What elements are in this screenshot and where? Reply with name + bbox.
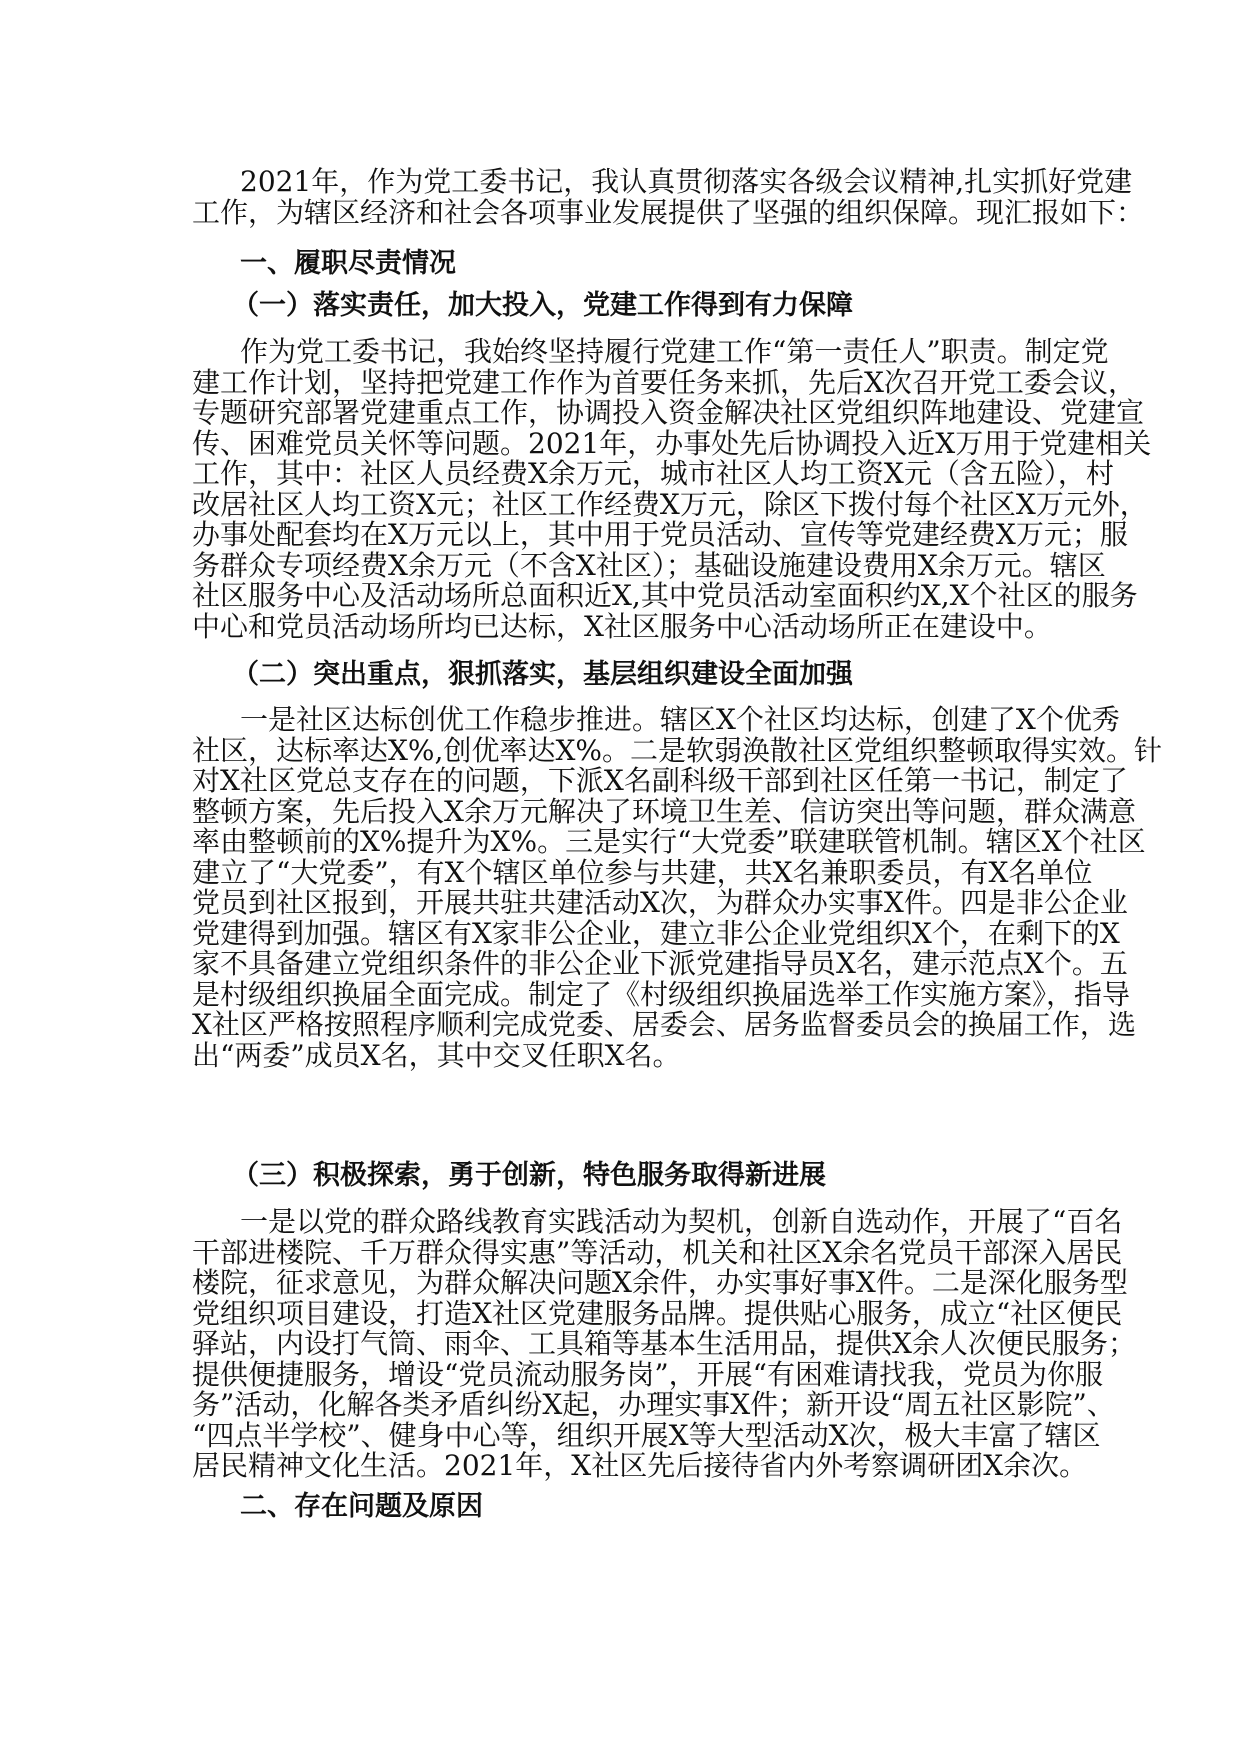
paragraph-line: 2021年，作为党工委书记，我认真贯彻落实各级会议精神,扎实抓好党建 [240,165,1133,198]
paragraph-line: 专题研究部署党建重点工作，协调投入资金解决社区党组织阵地建设、党建宣 [192,396,1145,429]
paragraph-line: 工作，其中：社区人员经费X余万元，城市社区人均工资X元（含五险），村 [192,457,1114,490]
paragraph-line: 对X社区党总支存在的问题，下派X名副科级干部到社区任第一书记，制定了 [192,764,1128,797]
paragraph-line: 工作，为辖区经济和社会各项事业发展提供了坚强的组织保障。现汇报如下： [192,195,1145,229]
paragraph [192,165,1145,229]
paragraph-line: 社区，达标率达X%,创优率达X%。二是软弱涣散社区党组织整顿取得实效。针 [192,733,1162,767]
paragraph-line: 楼院，征求意见，为群众解决问题X余件，办实事好事X件。二是深化服务型 [192,1266,1128,1299]
paragraph-line: “四点半学校”、健身中心等，组织开展X等大型活动X次，极大丰富了辖区 [192,1418,1101,1452]
paragraph-line: 办事处配套均在X万元以上，其中用于党员活动、宣传等党建经费X万元；服 [192,518,1128,551]
paragraph-line: 作为党工委书记，我始终坚持履行党建工作“第一责任人”职责。制定党 [240,335,1109,368]
paragraph-line: 务群众专项经费X余万元（不含X社区）；基础设施建设费用X余万元。辖区 [192,548,1106,582]
paragraph-line: 提供便捷服务，增设“党员流动服务岗”，开展“有困难请找我，党员为你服 [192,1357,1103,1391]
paragraph-line: 建立了“大党委”，有X个辖区单位参与共建，共X名兼职委员，有X名单位 [192,855,1093,889]
paragraph-line: 传、困难党员关怀等问题。2021年，办事处先后协调投入近X万用于党建相关 [192,426,1152,460]
paragraph [192,1205,1136,1482]
paragraph-line: 率由整顿前的X%提升为X%。三是实行“大党委”联建联管机制。辖区X个社区 [192,825,1146,858]
paragraph-line: 一是社区达标创优工作稳步推进。辖区X个社区均达标，创建了X个优秀 [240,703,1120,736]
heading-text: 二、存在问题及原因 [240,1491,483,1522]
paragraph [192,335,1152,643]
paragraph-line: 党组织项目建设，打造X社区党建服务品牌。提供贴心服务，成立“社区便民 [192,1296,1123,1330]
subsection-heading [192,660,1052,691]
subsection-heading [192,291,1052,322]
paragraph-line: 社区服务中心及活动场所总面积近X,其中党员活动室面积约X,X个社区的服务 [192,579,1138,612]
paragraph-line: X社区严格按照程序顺利完成党委、居委会、居务监督委员会的换届工作，选 [192,1008,1136,1041]
heading-text: （三）积极探索，勇于创新，特色服务取得新进展 [232,1160,826,1191]
section-heading [192,249,1052,280]
heading-text: （一）落实责任，加大投入，党建工作得到有力保障 [232,290,853,321]
paragraph [192,703,1162,1072]
subsection-heading [192,1161,1052,1192]
paragraph-line: 党建得到加强。辖区有X家非公企业，建立非公企业党组织X个，在剩下的X [192,916,1120,950]
section-heading [192,1492,1052,1523]
paragraph-line: 建工作计划，坚持把党建工作作为首要任务来抓，先后X次召开党工委会议， [192,365,1136,399]
paragraph-line: 一是以党的群众路线教育实践活动为契机，创新自选动作，开展了“百名 [240,1205,1123,1238]
paragraph-line: 是村级组织换届全面完成。制定了《村级组织换届选举工作实施方案》，指导 [192,977,1131,1011]
paragraph-line: 家不具备建立党组织条件的非公企业下派党建指导员X名，建示范点X个。五 [192,947,1128,980]
paragraph-line: 居民精神文化生活。2021年，X社区先后接待省内外考察调研团X余次。 [192,1449,1088,1482]
paragraph-line: 改居社区人均工资X元；社区工作经费X万元，除区下拨付每个社区X万元外， [192,487,1148,521]
paragraph-line: 党员到社区报到，开展共驻共建活动X次，为群众办实事X件。四是非公企业 [192,886,1128,919]
paragraph-line: 中心和党员活动场所均已达标，X社区服务中心活动场所正在建设中。 [192,609,1052,643]
paragraph-line: 出“两委”成员X名，其中交叉任职X名。 [192,1038,681,1072]
paragraph-line: 务”活动，化解各类矛盾纠纷X起，办理实事X件；新开设“周五社区影院”、 [192,1388,1115,1421]
heading-text: （二）突出重点，狠抓落实，基层组织建设全面加强 [232,659,853,690]
paragraph-line: 整顿方案，先后投入X余万元解决了环境卫生差、信访突出等问题，群众满意 [192,794,1136,828]
paragraph-line: 驿站，内设打气筒、雨伞、工具箱等基本生活用品，提供X余人次便民服务； [192,1327,1136,1360]
heading-text: 一、履职尽责情况 [240,248,456,279]
paragraph-line: 干部进楼院、千万群众得实惠”等活动，机关和社区X余名党员干部深入居民 [192,1235,1123,1269]
